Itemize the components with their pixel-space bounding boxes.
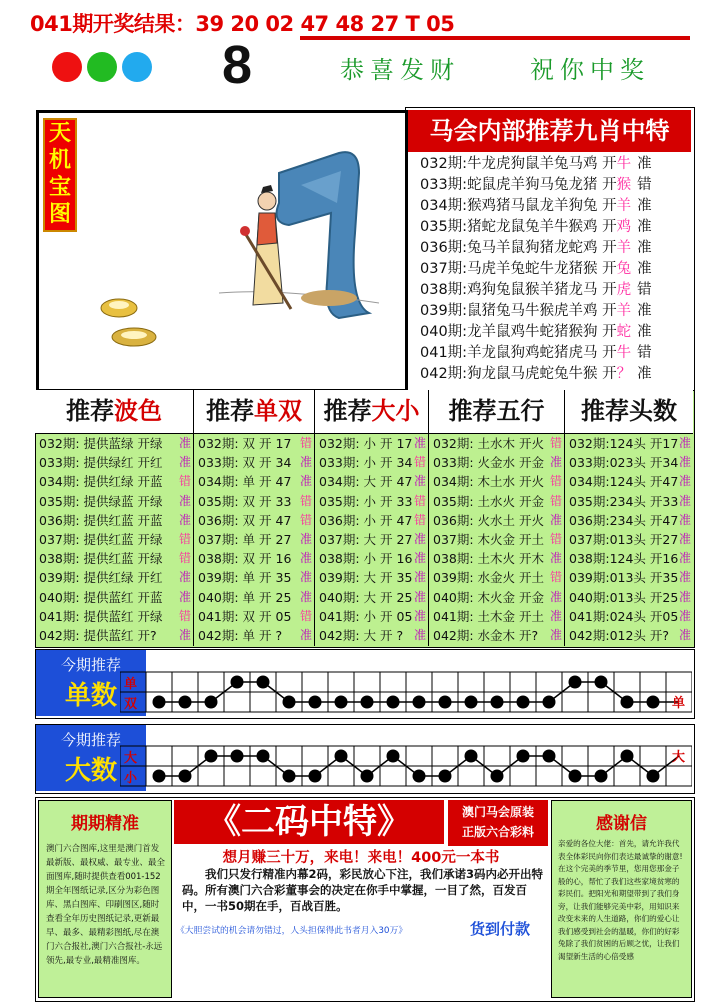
result-mark: 准: [678, 551, 691, 566]
trend-label-top: 今期推荐: [60, 731, 121, 749]
recommend-row: [565, 568, 693, 587]
result-mark: 准: [413, 531, 426, 546]
head-number-column: [565, 390, 693, 646]
row-label-top: 单: [124, 677, 138, 692]
left-ad-title: 期期精准: [71, 814, 139, 834]
result-mark: 准: [678, 455, 691, 470]
header-divider: [300, 36, 690, 40]
recommend-row-text: 041期:024头 开05: [569, 608, 679, 624]
recommend-row: [194, 626, 314, 645]
trend-end-label: 单: [672, 696, 686, 711]
recommend-row-text: 033期: 小 开 34: [319, 455, 413, 471]
zodiac-row: 035期:猪蛇龙鼠兔羊牛猴鸡 开鸡 准: [420, 219, 652, 235]
recommend-row: [35, 492, 193, 511]
result-mark: 准: [413, 589, 426, 604]
result-mark: 准: [178, 436, 191, 450]
result-mark: 准: [549, 589, 562, 604]
trend-dot: [205, 750, 218, 763]
recommend-row: [315, 549, 428, 568]
recommend-row-text: 042期: 提供蓝红 开?: [39, 627, 157, 643]
trend-dot: [517, 696, 530, 709]
recommend-row: [565, 472, 693, 491]
trend-dot: [283, 770, 296, 783]
recommend-row: [429, 492, 564, 511]
big-small-heading: 推荐大小: [315, 390, 428, 434]
trend-dot: [231, 750, 244, 763]
tianji-char: 机: [48, 148, 71, 173]
period-number: 8: [222, 35, 253, 95]
trend-dot: [595, 770, 608, 783]
zodiac-row: 042期:狗龙鼠马虎蛇兔牛猴 开？ 准: [420, 366, 652, 382]
trend-dot: [179, 696, 192, 709]
recommend-row-text: 034期:124头 开47: [569, 474, 679, 490]
trend-dot: [153, 696, 166, 709]
result-mark: 错: [413, 493, 426, 508]
zodiac-row: 036期:兔马羊鼠狗猪龙蛇鸡 开羊 准: [420, 240, 652, 256]
trend-dot: [491, 696, 504, 709]
trend-label-big: 单数: [64, 681, 117, 711]
trend-dot: [543, 750, 556, 763]
result-mark: 准: [413, 474, 426, 489]
recommend-row: [194, 549, 314, 568]
recommend-row: [194, 472, 314, 491]
recommend-row: [565, 530, 693, 549]
trend-dot: [335, 750, 348, 763]
recommend-row-text: 033期: 提供绿红 开红: [39, 455, 163, 471]
five-elements-column: [429, 390, 565, 646]
recommend-row: [565, 549, 693, 568]
result-mark: 准: [178, 512, 191, 527]
recommend-row: [35, 626, 193, 645]
wave-heading: 推荐波色: [35, 390, 193, 434]
trend-dot: [569, 770, 582, 783]
trend-dot: [647, 770, 660, 783]
tianji-label: [43, 118, 77, 232]
trend-label-top: 今期推荐: [60, 656, 121, 674]
trend-dot: [491, 770, 504, 783]
recommend-row: [429, 453, 564, 472]
result-mark: 错: [178, 474, 191, 489]
recommend-row: [565, 588, 693, 607]
trend-label-big: 大数: [64, 756, 117, 786]
recommend-row-text: 042期: 单 开 ?: [198, 627, 283, 643]
recommend-row: [315, 472, 428, 491]
recommend-row: [194, 568, 314, 587]
trend-dot: [361, 696, 374, 709]
result-mark: 错: [299, 436, 312, 450]
zodiac-row: 037期:马虎羊兔蛇牛龙猪猴 开兔 准: [420, 261, 652, 277]
result-mark: 错: [299, 608, 312, 623]
recommend-row: [194, 607, 314, 626]
recommend-row: [565, 434, 693, 453]
result-mark: 准: [678, 436, 691, 450]
odd-even-heading: 推荐单双: [194, 390, 314, 434]
recommend-row: [35, 549, 193, 568]
center-ad-side: [448, 800, 548, 846]
head-number-heading: 推荐头数: [565, 390, 693, 434]
recommend-row: [315, 492, 428, 511]
recommend-row-text: 038期: 双 开 16: [198, 551, 292, 567]
result-mark: 错: [178, 608, 191, 623]
result-mark: 准: [178, 493, 191, 508]
trend-dot: [309, 696, 322, 709]
recommend-row: [565, 453, 693, 472]
recommend-row-text: 032期:124头 开17: [569, 436, 679, 451]
recommend-row: [35, 434, 193, 453]
greeting-left: 恭喜发财: [340, 56, 460, 84]
result-mark: 错: [549, 531, 562, 546]
recommend-row-text: 038期: 提供红蓝 开绿: [39, 551, 163, 567]
recommend-row: [429, 626, 564, 645]
result-mark: 准: [678, 589, 691, 604]
puzzle-illustration: [39, 113, 405, 389]
recommend-row-text: 039期: 大 开 35: [319, 570, 413, 586]
recommend-row: [429, 549, 564, 568]
trend-end-label: 大: [672, 750, 686, 765]
recommend-row-text: 040期: 木火金 开金: [433, 589, 545, 605]
recommend-row: [35, 607, 193, 626]
recommend-row-text: 035期: 土水火 开金: [433, 493, 545, 509]
center-ad-slogan: 想月赚三十万，来电！来电！400元一本书: [222, 850, 500, 866]
recommend-row-text: 036期: 提供红蓝 开蓝: [39, 512, 163, 528]
result-mark: 准: [549, 608, 562, 623]
recommend-row: [315, 588, 428, 607]
recommend-row-text: 037期: 单 开 27: [198, 531, 292, 547]
trend-dot: [387, 750, 400, 763]
trend-dot: [647, 696, 660, 709]
zodiac-row: 033期:蛇鼠虎羊狗马兔龙猪 开猴 错: [420, 177, 652, 193]
recommend-row-text: 034期: 大 开 47: [319, 474, 413, 490]
recommend-row-text: 036期: 双 开 47: [198, 512, 292, 528]
green-ball-icon: [87, 52, 117, 82]
recommend-row: [565, 492, 693, 511]
trend-dot: [257, 750, 270, 763]
zodiac-row: 032期:牛龙虎狗鼠羊兔马鸡 开牛 准: [420, 156, 652, 172]
recommend-row: [565, 626, 693, 645]
result-mark: 错: [299, 493, 312, 508]
five-elements-heading: 推荐五行: [429, 390, 564, 434]
recommend-row: [429, 530, 564, 549]
recommend-row-text: 035期: 小 开 33: [319, 493, 413, 509]
trend-dot: [439, 696, 452, 709]
result-mark: 错: [549, 570, 562, 585]
result-mark: 准: [299, 531, 312, 546]
result-mark: 错: [178, 551, 191, 566]
result-mark: 错: [549, 436, 562, 450]
trend-dot: [413, 696, 426, 709]
trend-dot: [517, 750, 530, 763]
recommend-row-text: 040期:013头 开25: [569, 589, 679, 605]
result-mark: 准: [549, 455, 562, 470]
result-mark: 准: [678, 608, 691, 623]
odd-even-column: [194, 390, 315, 646]
trend-dot: [231, 676, 244, 689]
result-mark: 错: [299, 512, 312, 527]
big-small-column: [315, 390, 429, 646]
trend-dot: [543, 696, 556, 709]
recommend-row-text: 036期: 小 开 47: [319, 512, 413, 528]
recommend-row: [194, 588, 314, 607]
trend-dot: [439, 770, 452, 783]
result-mark: 准: [549, 627, 562, 642]
recommend-row-text: 040期: 提供蓝红 开蓝: [39, 589, 163, 605]
big-small-trend-grid: [120, 744, 692, 788]
left-ad-panel: [38, 800, 172, 998]
recommend-row: [35, 453, 193, 472]
trend-dot: [569, 676, 582, 689]
recommend-row-text: 042期: 大 开 ?: [319, 627, 404, 643]
zodiac-row: 041期:羊龙鼠狗鸡蛇猪虎马 开牛 错: [420, 345, 652, 361]
trend-dot: [595, 676, 608, 689]
recommend-row: [35, 511, 193, 530]
result-mark: 准: [413, 627, 426, 642]
recommend-row-text: 037期: 提供红蓝 开绿: [39, 531, 163, 547]
recommend-row-text: 034期: 单 开 47: [198, 474, 292, 490]
recommend-row-text: 042期: 水金木 开?: [433, 627, 539, 643]
recommend-row: [315, 626, 428, 645]
recommend-row: [194, 434, 314, 453]
recommend-row-text: 035期:234头 开33: [569, 493, 679, 509]
center-side-line: 正版六合彩料: [461, 825, 534, 839]
recommend-row: [315, 511, 428, 530]
recommend-row-text: 039期:013头 开35: [569, 570, 679, 586]
recommend-row: [429, 511, 564, 530]
result-mark: 错: [549, 474, 562, 489]
recommend-row: [35, 588, 193, 607]
tianji-char: 图: [48, 202, 71, 227]
result-mark: 错: [178, 531, 191, 546]
result-mark: 准: [678, 512, 691, 527]
trend-dot: [205, 696, 218, 709]
trend-dot: [283, 696, 296, 709]
thanks-letter-title: 感谢信: [596, 814, 647, 834]
result-mark: 准: [299, 570, 312, 585]
recommend-row-text: 040期: 单 开 25: [198, 589, 292, 605]
recommend-row-text: 037期:013头 开27: [569, 531, 679, 547]
result-mark: 准: [299, 589, 312, 604]
thanks-letter-panel: [551, 800, 692, 998]
recommend-row-text: 033期: 双 开 34: [198, 455, 292, 471]
recommend-row: [194, 492, 314, 511]
zodiac-row: 038期:鸡狗兔鼠猴羊猪龙马 开虎 错: [420, 282, 652, 298]
recommend-row-text: 032期: 双 开 17: [198, 436, 292, 451]
recommend-row-text: 038期: 土木火 开木: [433, 551, 545, 567]
result-mark: 准: [413, 436, 426, 450]
recommend-row: [315, 568, 428, 587]
recommend-row-text: 033期:023头 开34: [569, 455, 679, 471]
recommend-row: [35, 472, 193, 491]
recommend-row: [565, 511, 693, 530]
result-mark: 准: [678, 570, 691, 585]
result-mark: 准: [678, 627, 691, 642]
recommend-row: [429, 568, 564, 587]
result-mark: 准: [678, 531, 691, 546]
recommend-row: [194, 453, 314, 472]
row-label-bottom: 双: [124, 697, 138, 712]
result-mark: 准: [178, 570, 191, 585]
recommend-row-text: 041期: 土木金 开土: [433, 608, 545, 624]
trend-dot: [621, 750, 634, 763]
center-ad-title: 《二码中特》: [174, 800, 444, 844]
recommend-row-text: 039期: 单 开 35: [198, 570, 292, 586]
tianji-char: 天: [48, 121, 71, 146]
trend-dot: [413, 770, 426, 783]
result-mark: 错: [413, 455, 426, 470]
puzzle-picture: [36, 110, 408, 392]
result-mark: 准: [413, 608, 426, 623]
recommend-row-text: 032期: 土水木 开火: [433, 436, 545, 451]
recommend-row-text: 037期: 木火金 开土: [433, 531, 545, 547]
recommend-row-text: 034期: 提供红绿 开蓝: [39, 474, 163, 490]
trend-dot: [465, 750, 478, 763]
recommend-row-text: 034期: 木土水 开火: [433, 474, 545, 490]
recommend-row: [429, 434, 564, 453]
result-mark: 准: [178, 455, 191, 470]
recommend-row-text: 035期: 双 开 33: [198, 493, 292, 509]
result-mark: 准: [549, 551, 562, 566]
zodiac-row: 039期:鼠猪兔马牛猴虎羊鸡 开羊 准: [420, 303, 652, 319]
center-ad-footer: 《大胆尝试的机会请勿错过，人头担保得此书者月入30万》: [176, 926, 408, 936]
trend-dot: [179, 770, 192, 783]
result-mark: 错: [413, 512, 426, 527]
row-label-bottom: 小: [124, 771, 138, 786]
nine-zodiac-list: [408, 154, 691, 385]
recommend-row: [194, 511, 314, 530]
recommend-row-text: 032期: 提供蓝绿 开绿: [39, 436, 163, 451]
cod-label: 货到付款: [470, 920, 531, 938]
result-mark: 准: [178, 589, 191, 604]
result-mark: 准: [413, 570, 426, 585]
recommend-row: [194, 530, 314, 549]
result-mark: 准: [299, 551, 312, 566]
recommend-row-text: 038期: 小 开 16: [319, 551, 413, 567]
result-mark: 准: [299, 455, 312, 470]
left-ad-text: 澳门六合图库,这里是澳门首发最新版、最权威、最专业、最全面图库,随时提供查看001-152期全年图纸记录,区分为彩色图库、黑白图库、印刷图区,随时查看全年历史图纸记录,更新最早、最多、最精彩图纸,尽在澳门六合报社,澳门六合报社-永远领先,最专业,最精准图库。: [46, 844, 166, 966]
recommend-row-text: 036期:234头 开47: [569, 512, 679, 528]
recommend-row-text: 033期: 火金水 开金: [433, 455, 545, 471]
recommend-row-text: 040期: 大 开 25: [319, 589, 413, 605]
recommend-row: [315, 434, 428, 453]
recommend-row-text: 032期: 小 开 17: [319, 436, 413, 451]
result-mark: 准: [549, 512, 562, 527]
trend-dot: [309, 770, 322, 783]
recommend-row: [315, 453, 428, 472]
result-mark: 错: [549, 493, 562, 508]
odd-even-trend-grid: [120, 670, 692, 714]
trend-dot: [257, 676, 270, 689]
center-ad-text: 我们只发行精准内幕2码，彩民放心下注，我们承诺3码内必开出特码。所有澳门六合彩董事会的决定在你手中掌握，一目了然，百发百中，一书50期在手，百战百胜。: [182, 867, 543, 913]
trend-dot: [153, 770, 166, 783]
result-title: 041期开奖结果：39 20 02 47 48 27 T 05: [30, 12, 455, 36]
thanks-letter-text: 亲爱的各位大佬：首先，请允许我代表全体彩民向你们表达最诚挚的谢意!在这个完美的季节里，您用您那金子般的心，帮忙了我们这些家境贫寒的彩民们。把阳光和期望带到了我们身旁，让我们能够完美中彩，用知识来改变未来的人生道路，你们的爱心让我们感受到社会的温暖，你们的好彩兔除了我们贫困的后顾之忧，让我们渴望新生活的心倍受感: [558, 839, 683, 961]
recommend-row-text: 038期:124头 开16: [569, 551, 679, 567]
nine-zodiac-title: 马会内部推荐九肖中特: [408, 110, 691, 152]
recommend-row: [565, 607, 693, 626]
zodiac-row: 034期:猴鸡猪马鼠龙羊狗兔 开羊 准: [420, 198, 652, 214]
recommend-row-text: 041期: 双 开 05: [198, 608, 292, 624]
recommend-row: [315, 607, 428, 626]
tianji-char: 宝: [48, 175, 71, 200]
center-side-line: 澳门马会原装: [461, 805, 534, 819]
greeting-right: 祝你中奖: [530, 56, 650, 84]
result-mark: 准: [413, 551, 426, 566]
trend-dot: [361, 770, 374, 783]
recommend-row: [35, 568, 193, 587]
recommend-row-text: 035期: 提供绿蓝 开绿: [39, 493, 163, 509]
recommend-row: [315, 530, 428, 549]
result-mark: 准: [678, 474, 691, 489]
result-mark: 准: [299, 474, 312, 489]
recommend-row: [429, 607, 564, 626]
result-mark: 准: [678, 493, 691, 508]
recommend-row-text: 041期: 小 开 05: [319, 608, 413, 624]
wave-column: [35, 390, 194, 646]
zodiac-row: 040期:龙羊鼠鸡牛蛇猪猴狗 开蛇 准: [420, 324, 652, 340]
recommend-row-text: 041期: 提供蓝红 开绿: [39, 608, 163, 624]
recommend-row-text: 037期: 大 开 27: [319, 531, 413, 547]
trend-dot: [335, 696, 348, 709]
recommend-row: [35, 530, 193, 549]
recommend-row: [429, 588, 564, 607]
trend-dot: [621, 696, 634, 709]
recommend-row-text: 039期: 水金火 开土: [433, 570, 545, 586]
blue-ball-icon: [122, 52, 152, 82]
result-mark: 准: [299, 627, 312, 642]
recommend-row-text: 036期: 火水土 开火: [433, 512, 545, 528]
result-mark: 准: [178, 627, 191, 642]
recommend-row-text: 042期:012头 开?: [569, 627, 670, 643]
row-label-top: 大: [124, 751, 138, 766]
recommend-row: [429, 472, 564, 491]
trend-dot: [387, 696, 400, 709]
red-ball-icon: [52, 52, 82, 82]
recommend-row-text: 039期: 提供红绿 开红: [39, 570, 163, 586]
trend-dot: [465, 696, 478, 709]
